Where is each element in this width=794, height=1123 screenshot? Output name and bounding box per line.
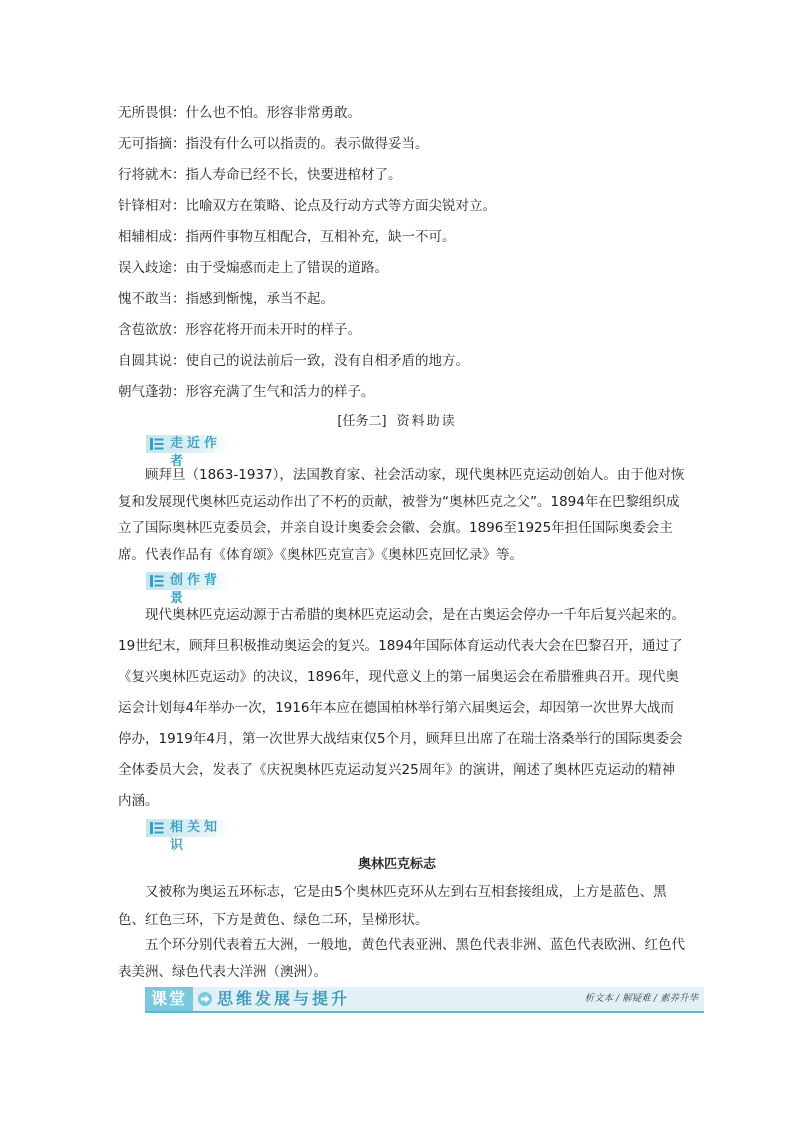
section-label-text: 相关知识	[170, 820, 222, 853]
idiom-entry: 自圆其说：使自己的说法前后一致，没有自相矛盾的地方。	[118, 353, 469, 369]
banner-title: 思维发展与提升	[217, 989, 351, 1008]
author-paragraph: 顾拜旦（1863-1937），法国教育家、社会活动家，现代奥林匹克运动创始人。由于他对恢复和发展现代奥林匹克运动作出了不朽的贡献，被誉为“奥林匹克之父”。1894年在巴黎组织成立了国际奥林匹克委员会，并亲自设计奥委会会徽、会旗。1896至1925年担任国际奥委会主席。代表作品有《体育颂》《奥林匹克宣言》《奥林匹克回忆录》等。	[118, 467, 685, 563]
knowledge-subtitle: 奥林匹克标志	[357, 857, 436, 872]
section-label-background	[146, 572, 230, 606]
section-label-author	[146, 435, 230, 469]
section-label-knowledge	[146, 819, 230, 853]
idiom-entry: 误入歧途：由于受煽惑而走上了错误的道路。	[118, 260, 388, 276]
knowledge-paragraph: 又被称为奥运五环标志，它是由5个奥林匹克环从左到右互相套接组成，上方是蓝色、黑色、红色三环，下方是黄色、绿色二环，呈梯形状。	[118, 884, 667, 928]
knowledge-paragraph: 五个环分别代表着五大洲，一般地，黄色代表亚洲、黑色代表非洲、蓝色代表欧洲、红色代表美洲、绿色代表大洋洲（澳洲）。	[118, 937, 685, 980]
section-label-text: 创作背景	[170, 573, 222, 606]
banner-tag: 课堂	[145, 987, 193, 1011]
section-label-text: 走近作者	[170, 436, 222, 469]
task-heading	[0, 410, 794, 429]
task-name: 资料助读	[396, 414, 457, 429]
banner-subtitle: 析文本 / 解疑难 / 素养升华	[584, 993, 698, 1004]
background-paragraph: 现代奥林匹克运动源于古希腊的奥林匹克运动会，是在古奥运会停办一千年后复兴起来的。19世纪末，顾拜旦积极推动奥运会的复兴。1894年国际体育运动代表大会在巴黎召开，通过了《复兴奥林匹克运动》的决议，1896年，现代意义上的第一届奥运会在希腊雅典召开。现代奥运会计划每4年举办一次，1916年本应在德国柏林举行第六届奥运会，却因第一次世界大战而停办，1919年4月，第一次世界大战结束仅5个月，顾拜旦出席了在瑞士洛桑举行的国际奥委会全体委员大会，发表了《庆祝奥林匹克运动复兴25周年》的演讲，阐述了奥林匹克运动的精神内涵。	[118, 607, 685, 809]
idiom-entry: 含苞欲放：形容花将开而未开时的样子。	[118, 322, 361, 338]
task-number: [任务二]	[337, 414, 387, 429]
idiom-entry: 无可指摘：指没有什么可以指责的。表示做得妥当。	[118, 136, 429, 152]
list-icon	[150, 822, 164, 834]
idiom-entry: 行将就木：指人寿命已经不长，快要进棺材了。	[118, 167, 402, 183]
idiom-entry: 针锋相对：比喻双方在策略、论点及行动方式等方面尖锐对立。	[118, 198, 496, 214]
arrow-right-icon	[198, 992, 213, 1006]
idiom-entry: 朝气蓬勃：形容充满了生气和活力的样子。	[118, 384, 375, 400]
list-icon	[150, 438, 164, 450]
idiom-entry: 无所畏惧：什么也不怕。形容非常勇敢。	[118, 105, 361, 121]
idiom-entry: 愧不敢当：指感到惭愧，承当不起。	[118, 291, 334, 307]
list-icon	[150, 575, 164, 587]
classroom-banner	[145, 987, 704, 1013]
idiom-entry: 相辅相成：指两件事物互相配合，互相补充，缺一不可。	[118, 229, 456, 245]
